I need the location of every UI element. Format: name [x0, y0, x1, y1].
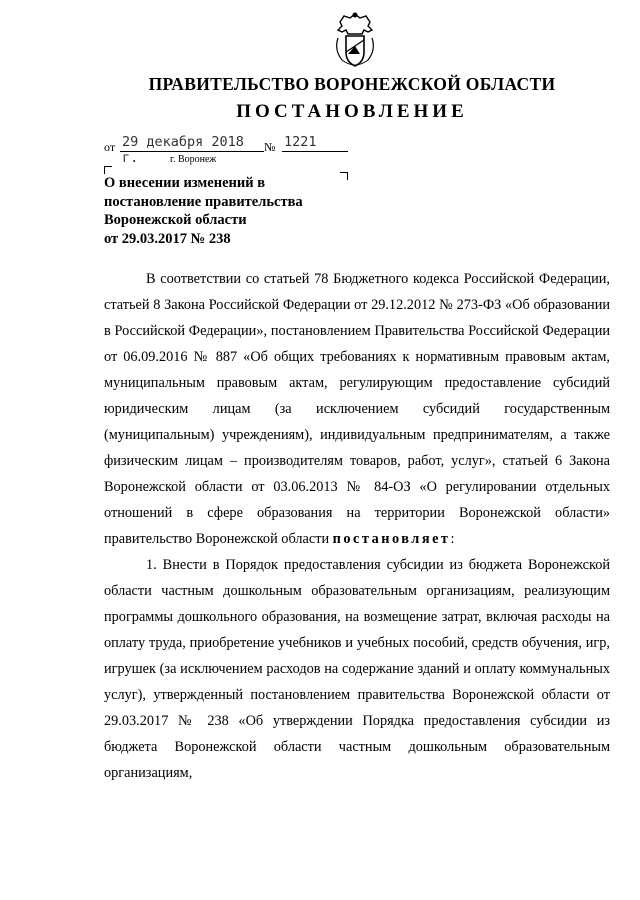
city-label: г. Воронеж	[170, 154, 217, 165]
subject-line: О внесении изменений в	[104, 175, 266, 191]
subject-line: Воронежской области	[104, 212, 247, 229]
document-number: 1221	[284, 134, 317, 150]
clause-paragraph-1: 1. Внести в Порядок предоставления субсидии из бюджета Воронежской области частным дошкольным образовательным организациям, реализующим программы дошкольного образования, на возмещение затрат, включая расходы на оплату труда, приобретение учебников и учебных пособий, средств обучения, игр, игрушек (за исключением расходов на содержание зданий и оплату коммунальных услуг), утвержденный постановлением правительства Воронежской области от 29.03.2017 № 238 «Об утверждении Порядка предоставления субсидии из бюджета Воронежской области частным дошкольным образовательным организациям,	[104, 557, 610, 781]
government-title: ПРАВИТЕЛЬСТВО ВОРОНЕЖСКОЙ ОБЛАСТИ	[148, 74, 556, 94]
number-underline	[282, 151, 348, 152]
voronezh-coat-of-arms-icon	[330, 10, 380, 70]
preamble-end: :	[450, 531, 455, 547]
document-subject	[104, 174, 344, 248]
document-body	[104, 266, 610, 786]
preamble-text: В соответствии со статьей 78 Бюджетного кодекса Российской Федерации, статьей 8 Закона Российской Федерации от 29.12.2012 № 273-ФЗ «Об образовании в Российской Федерации», постановлением Правительства Российской Федерации от 06.09.2016 № 887 «Об общих требованиях к нормативным правовым актам, муниципальным правовым актам, регулирующим предоставление субсидий юридическим лицам (за исключением субсидий государственным (муниципальным) учреждениям), индивидуальным предпринимателям, а также физическим лицам – производителям товаров, работ, услуг», статьей 6 Закона Воронежской области от 03.06.2013 № 84-ОЗ «О регулировании отдельных отношений в сфере образования на территории Воронежской области» правительство Воронежской области	[104, 271, 610, 547]
subject-line: от 29.03.2017 № 238	[104, 230, 231, 247]
subject-line: постановление правительства	[104, 193, 303, 210]
number-prefix: №	[264, 140, 276, 154]
decree-word: постановляет	[332, 531, 451, 547]
date-prefix: от	[104, 140, 116, 154]
document-type-title: ПОСТАНОВЛЕНИЕ	[236, 101, 468, 122]
subject-corner-left	[104, 166, 112, 174]
preamble-paragraph	[104, 266, 610, 552]
document-date: 29 декабря 2018 г.	[122, 134, 244, 166]
date-underline	[120, 151, 264, 152]
